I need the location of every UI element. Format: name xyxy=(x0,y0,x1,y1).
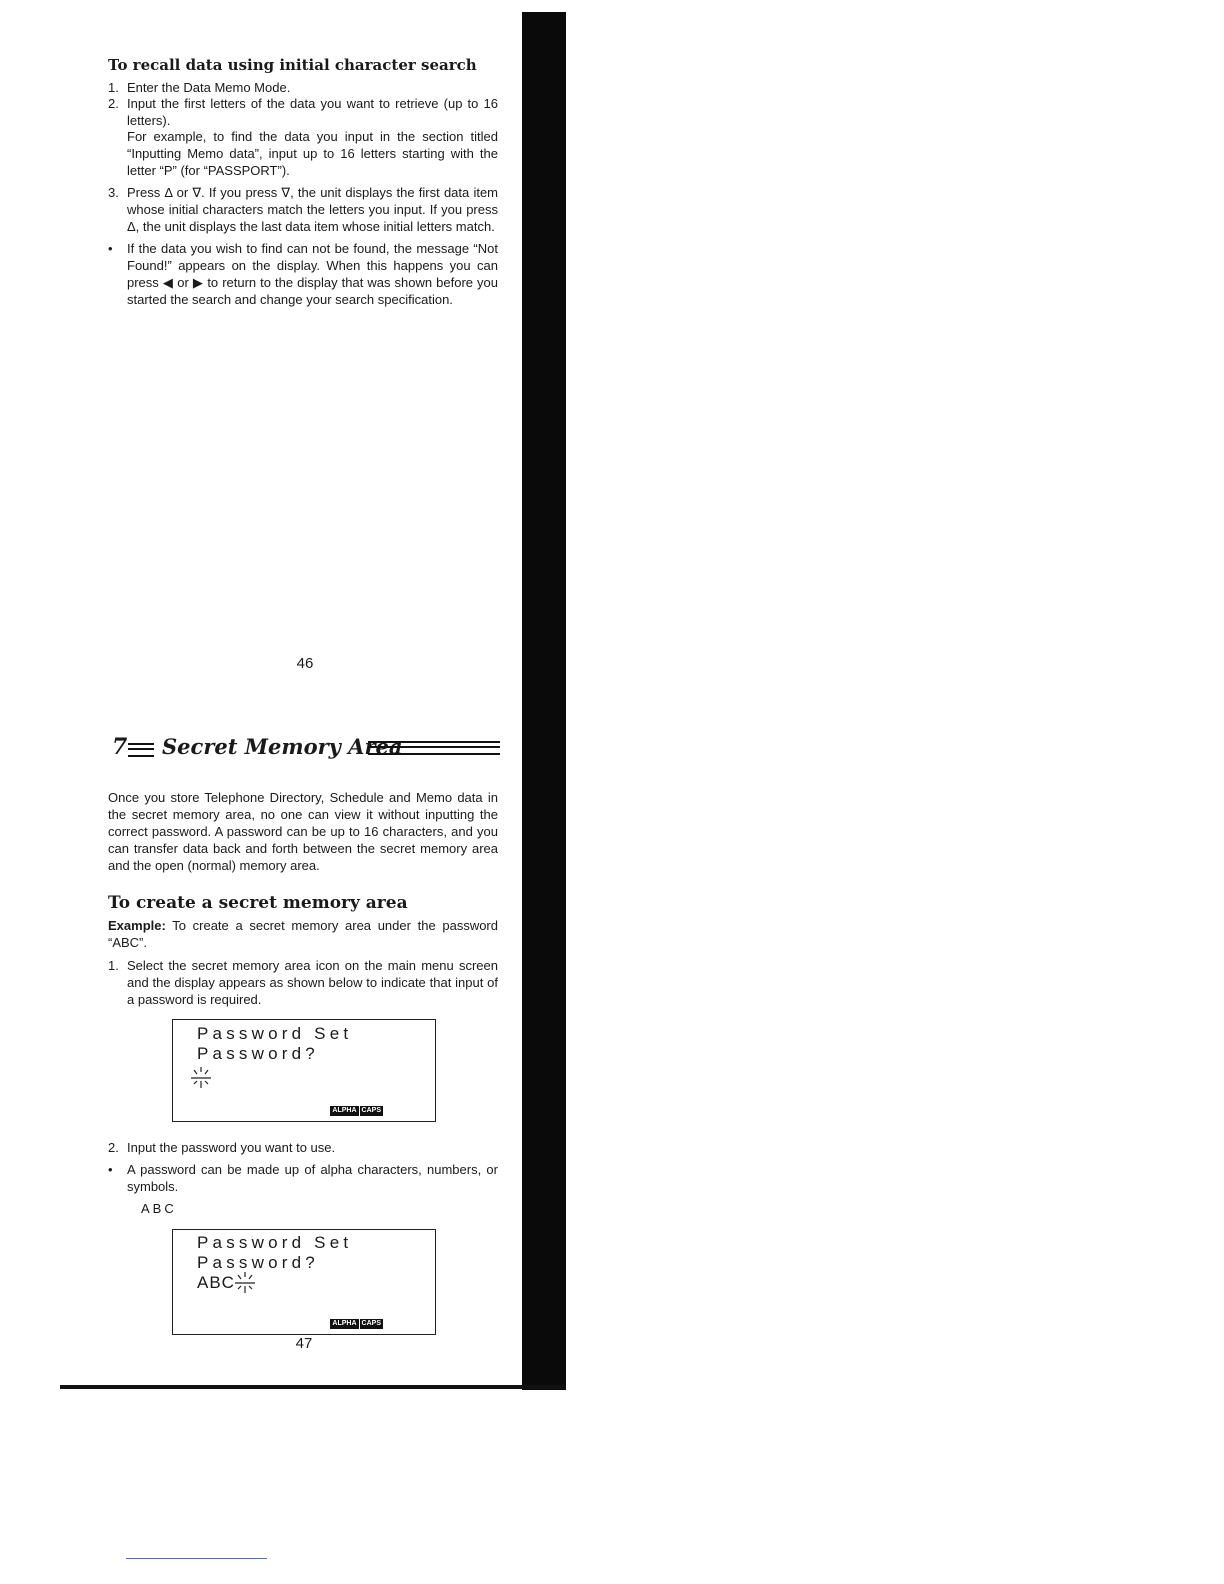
mode-indicators xyxy=(329,1312,383,1330)
list-item-continuation: For example, to find the data you input in the section titled “Inputting Memo data”, input up to 16 letters starting with the letter “P” (for “PASSPORT”). xyxy=(127,129,498,178)
list-item: 2. Input the first letters of the data you want to retrieve (up to 16 letters). xyxy=(108,96,498,128)
lcd-line-2: Password? xyxy=(197,1044,319,1063)
section-heading-create: To create a secret memory area xyxy=(108,893,408,913)
bullet-item: • If the data you wish to find can not be found, the message “Not Found!” appears on the display. When this happens you can press ◀ or ▶ to return to the display that was shown before you started the search and change your search specification. xyxy=(108,241,498,307)
scan-edge-line xyxy=(60,1385,566,1389)
alpha-badge: ALPHA xyxy=(332,1107,357,1114)
alpha-badge: ALPHA xyxy=(332,1320,357,1327)
heading-rule-right xyxy=(368,741,500,755)
key-input: ABC xyxy=(141,1201,177,1216)
lcd-line-2: Password? xyxy=(197,1253,319,1272)
heading-rule-left xyxy=(128,743,154,757)
lcd-line-1: Password Set xyxy=(197,1024,353,1043)
chapter-title: Secret Memory Area xyxy=(162,734,403,759)
caps-badge: CAPS xyxy=(361,1107,381,1114)
section-heading-initial-search: To recall data using initial character search xyxy=(108,56,477,74)
lcd-display xyxy=(172,1229,436,1335)
chapter-heading xyxy=(112,734,500,764)
blinking-cursor-icon xyxy=(233,1271,257,1295)
blinking-cursor-icon xyxy=(189,1066,213,1090)
list-item: 1. Select the secret memory area icon on the main menu screen and the display appears as shown below to indicate that input of a password is required. xyxy=(108,958,498,1007)
lcd-line-3: ABC xyxy=(197,1273,235,1292)
example-block xyxy=(108,917,498,951)
bullet-item: • A password can be made up of alpha characters, numbers, or symbols. xyxy=(108,1162,498,1194)
mode-indicators xyxy=(329,1099,383,1117)
chapter-number: 7 xyxy=(112,734,128,760)
lcd-display xyxy=(172,1019,436,1122)
list-item: 3. Press Δ or ∇. If you press ∇, the unit displays the first data item whose initial characters match the letters you input. If you press Δ, the unit displays the last data item whose initial letters match. xyxy=(108,185,498,234)
list-item: 1. Enter the Data Memo Mode. xyxy=(108,80,291,95)
page-number: 46 xyxy=(296,655,314,672)
caps-badge: CAPS xyxy=(361,1320,381,1327)
example-label: Example: xyxy=(108,918,166,933)
example-text: To create a secret memory area under the password “ABC”. xyxy=(108,918,498,950)
page-number: 47 xyxy=(295,1335,313,1352)
lcd-line-1: Password Set xyxy=(197,1233,353,1252)
scan-blue-line xyxy=(126,1558,267,1559)
intro-paragraph: Once you store Telephone Directory, Schedule and Memo data in the secret memory area, no one can view it without inputting the correct password. A password can be up to 16 characters, and you can transfer data back and forth between the secret memory area and the open (normal) memory area. xyxy=(108,790,498,873)
scan-binding-shadow xyxy=(522,12,566,1390)
list-item: 2. Input the password you want to use. xyxy=(108,1140,336,1155)
